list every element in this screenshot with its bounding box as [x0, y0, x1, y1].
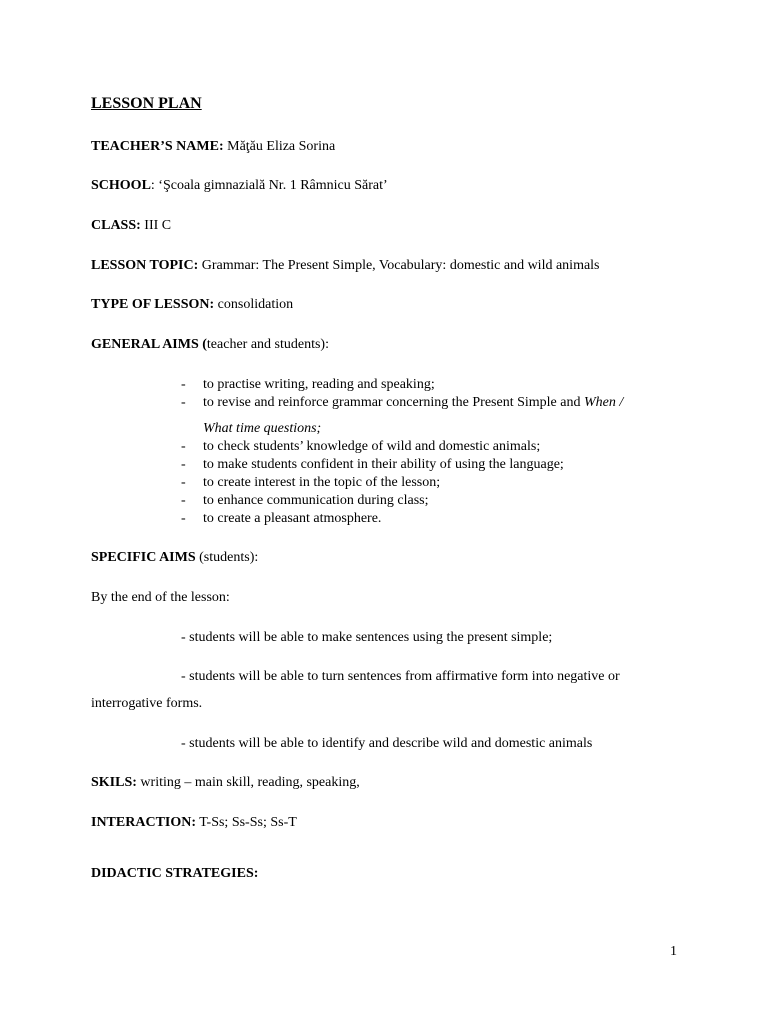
specific-aim-item: - students will be able to identify and describe wild and domestic animals [181, 736, 593, 751]
skils-value: writing – main skill, reading, speaking, [136, 775, 360, 790]
page-number: 1 [670, 944, 677, 959]
school-line [91, 178, 388, 194]
teacher-value: Măţău Eliza Sorina [223, 139, 336, 154]
general-aim-text: to revise and reinforce grammar concerning the Present Simple and [203, 395, 584, 410]
class-label: CLASS: [91, 218, 141, 233]
general-aim-italic: What time questions; [203, 421, 322, 436]
general-aim-item: to enhance communication during class; [203, 493, 429, 508]
bullet-dash: - [181, 377, 186, 392]
general-aim-item: to create interest in the topic of the lesson; [203, 475, 441, 490]
topic-line [91, 258, 600, 274]
class-line [91, 218, 171, 234]
specific-aim-item: - students will be able to make sentences using the present simple; [181, 630, 553, 645]
general-aim-item: to practise writing, reading and speaking; [203, 377, 435, 392]
general-aim-item: to make students confident in their ability of using the language; [203, 457, 564, 472]
topic-label: LESSON TOPIC: [91, 258, 199, 273]
teacher-label: TEACHER’S NAME: [91, 139, 224, 154]
general-aim-continuation [203, 421, 321, 437]
general-aims-label: GENERAL AIMS ( [91, 337, 207, 352]
general-aim-italic: When / [583, 395, 624, 410]
type-value: consolidation [214, 297, 294, 312]
specific-aims-note: (students): [195, 550, 259, 565]
school-value: : ‘Şcoala gimnazială Nr. 1 Râmnicu Sărat’ [150, 178, 388, 193]
general-aim-item [203, 395, 623, 411]
teacher-line [91, 139, 335, 155]
bullet-dash: - [181, 395, 186, 410]
topic-value: Grammar: The Present Simple, Vocabulary: domestic and wild animals [198, 258, 600, 273]
skils-line [91, 775, 360, 791]
school-label: SCHOOL [91, 178, 151, 193]
interaction-line [91, 815, 297, 831]
lesson-plan-title: LESSON PLAN [91, 95, 202, 112]
by-end-text: By the end of the lesson: [91, 590, 230, 605]
interaction-value: T-Ss; Ss-Ss; Ss-T [196, 815, 297, 830]
bullet-dash: - [181, 475, 186, 490]
type-label: TYPE OF LESSON: [91, 297, 215, 312]
specific-aims-label: SPECIFIC AIMS [91, 550, 196, 565]
general-aim-item: to create a pleasant atmosphere. [203, 511, 382, 526]
interaction-label: INTERACTION: [91, 815, 197, 830]
general-aims-heading [91, 337, 329, 353]
bullet-dash: - [181, 439, 186, 454]
bullet-dash: - [181, 493, 186, 508]
general-aims-note: teacher and students): [206, 337, 329, 352]
skils-label: SKILS: [91, 775, 137, 790]
general-aim-item: to check students’ knowledge of wild and domestic animals; [203, 439, 541, 454]
specific-aims-heading [91, 550, 258, 566]
specific-aim-continuation: interrogative forms. [91, 696, 203, 711]
specific-aim-item: - students will be able to turn sentences from affirmative form into negative or [181, 669, 620, 684]
didactic-strategies-heading: DIDACTIC STRATEGIES: [91, 866, 259, 881]
class-value: III C [140, 218, 172, 233]
bullet-dash: - [181, 511, 186, 526]
type-line [91, 297, 293, 313]
bullet-dash: - [181, 457, 186, 472]
